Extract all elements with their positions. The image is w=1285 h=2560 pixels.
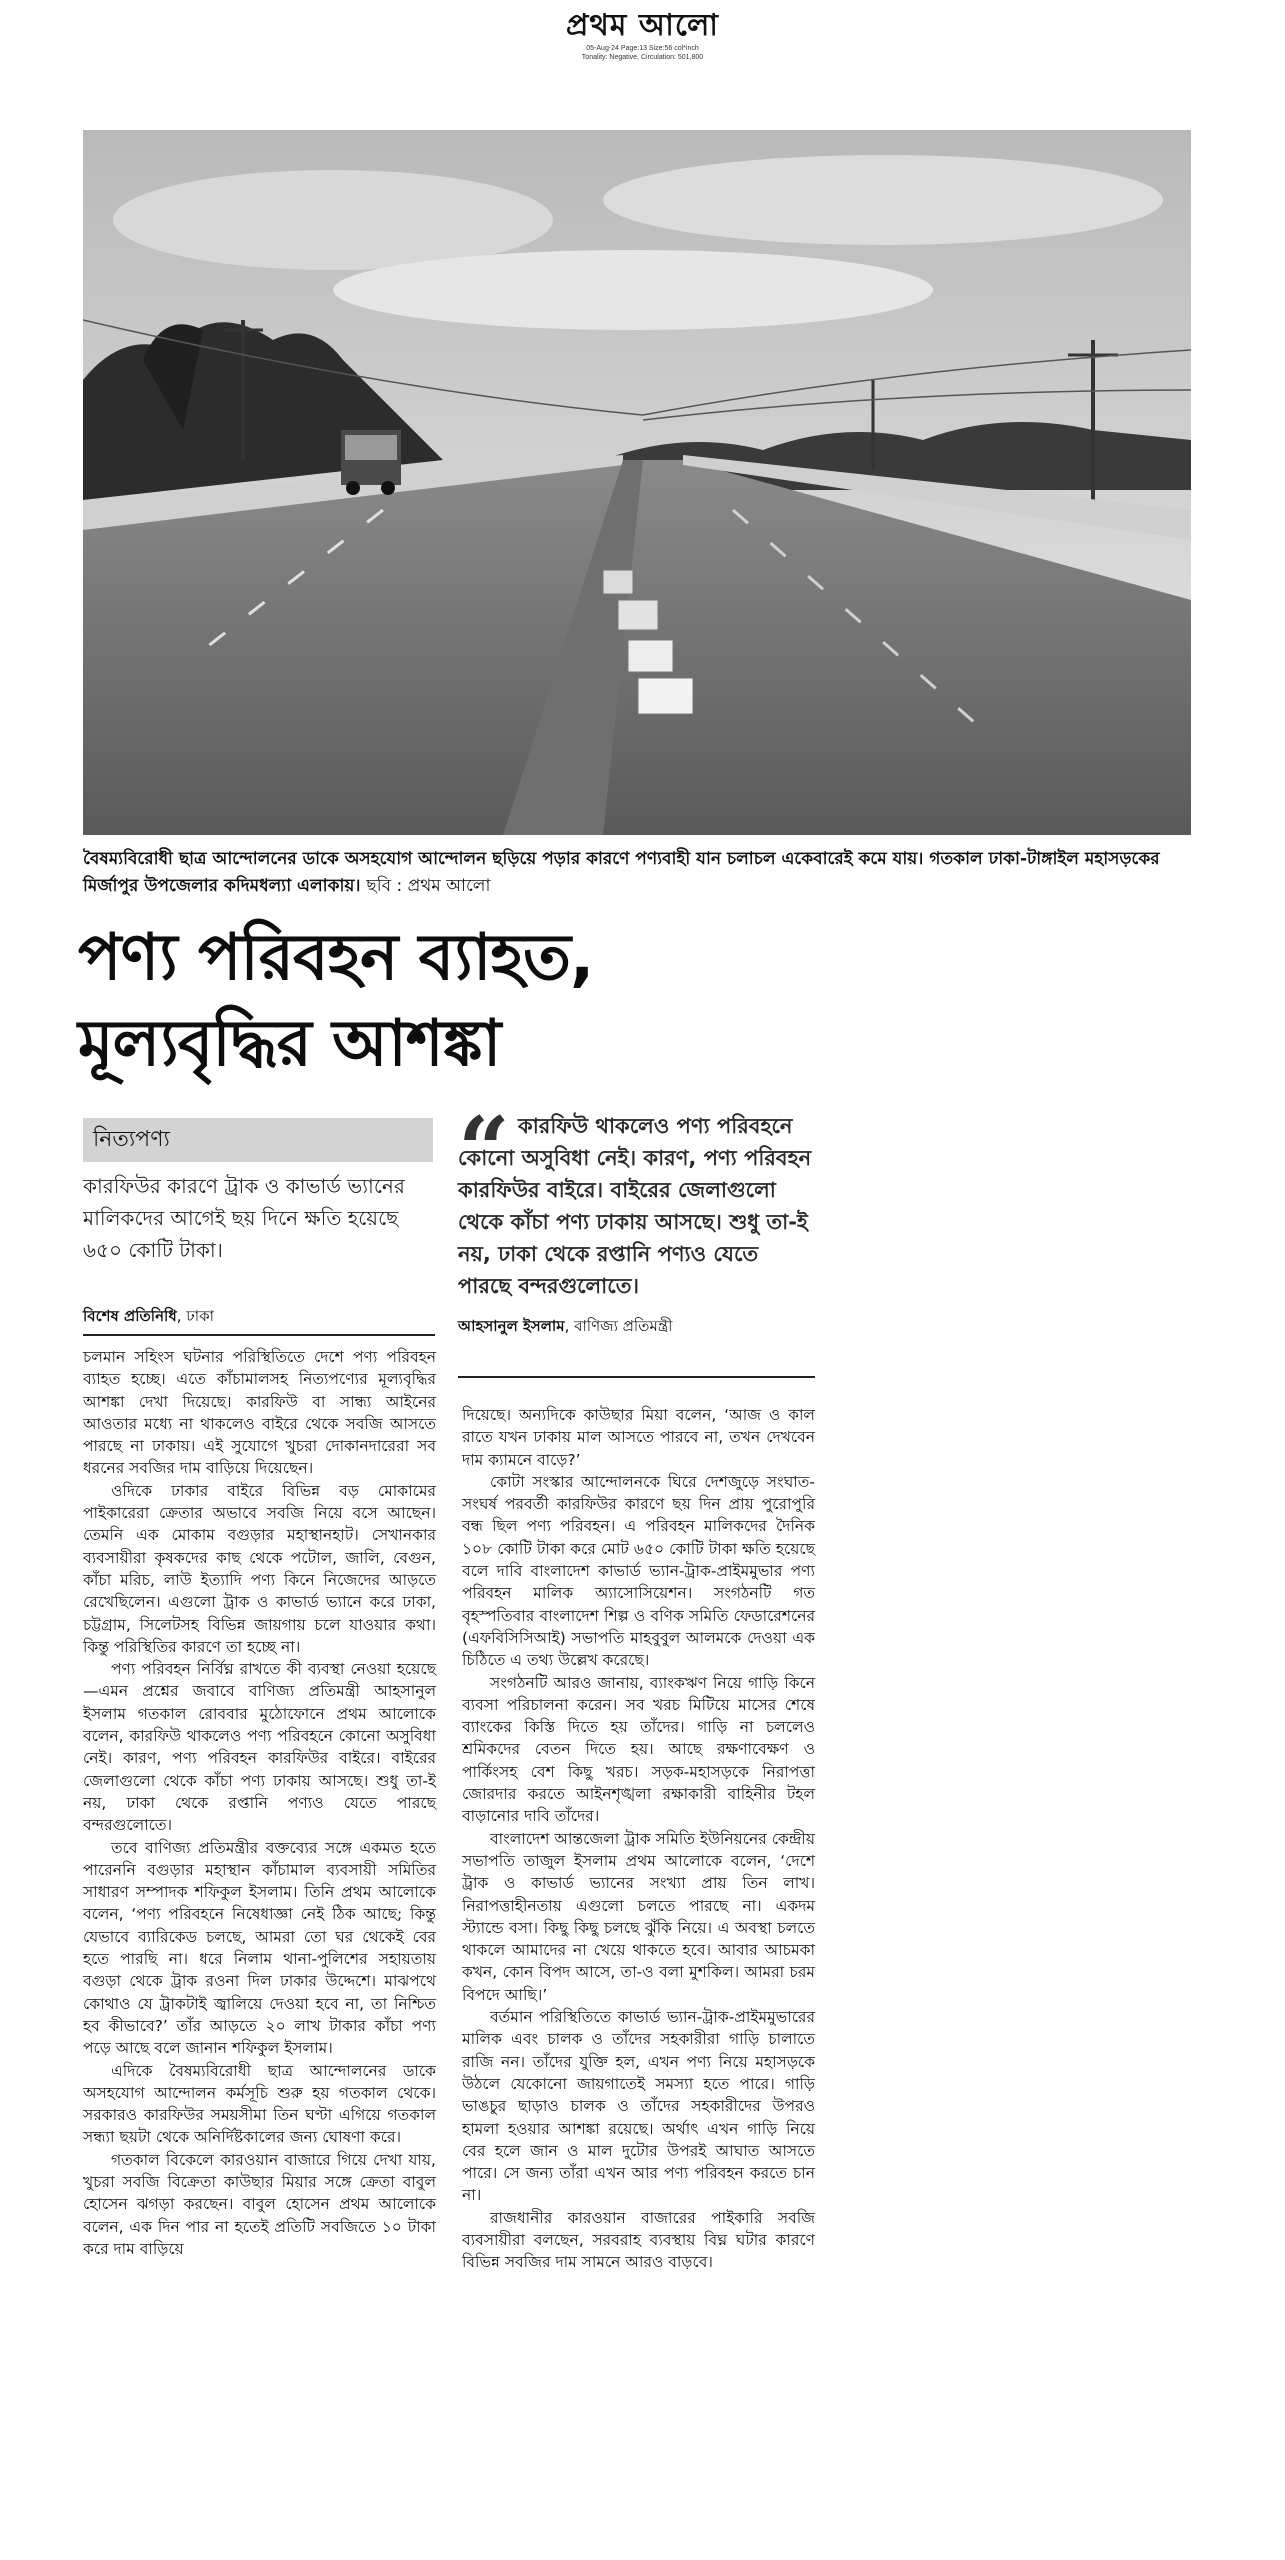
paragraph: গতকাল বিকেলে কারওয়ান বাজারে গিয়ে দেখা যায়, খুচরা সবজি বিক্রেতা কাউছার মিয়ার সঙ্গে ক্রেতা বাবুল হোসেন ঝগড়া করছেন। বাবুল হোসেন প্রথম আলোকে বলেন, এক দিন পার না হতেই প্রতিটি সবজিতে ১০ টাকা করে দাম বাড়িয়ে xyxy=(83,2150,436,2258)
article-column-2 xyxy=(462,1404,815,2274)
article-column-1 xyxy=(83,1346,436,2260)
paragraph: বাংলাদেশ আন্তজেলা ট্রাক সমিতি ইউনিয়নের কেন্দ্রীয় সভাপতি তাজুল ইসলাম প্রথম আলোকে বলেন, ‘দেশে ট্রাক ও কাভার্ড ভ্যানের সংখ্যা প্রায় তিন লাখ। নিরাপত্তাহীনতায় এগুলো চলতে পারছে না। একদম স্ট্যান্ডে বসা। কিছু কিছু চলছে ঝুঁকি নিয়ে। এ অবস্থা চলতে থাকলে আমাদের না খেয়ে থাকতে হবে। আবার আচমকা কখন, কোন বিপদ আসে, তা-ও বলা মুশকিল। আমরা চরম বিপদে আছি।’ xyxy=(462,1829,815,2004)
photo-credit: ছবি : প্রথম আলো xyxy=(366,876,491,896)
pull-quote-attribution xyxy=(458,1316,813,1336)
newspaper-logo: প্রথম আলো xyxy=(565,8,720,43)
paragraph: চলমান সহিংস ঘটনার পরিস্থিতিতে দেশে পণ্য পরিবহন ব্যাহত হচ্ছে। এতে কাঁচামালসহ নিত্যপণ্যের মূল্যবৃদ্ধির আশঙ্কা দেখা দিয়েছে। কারফিউ বা সান্ধ্য আইনের আওতার মধ্যে না থাকলেও বাইরে থেকে সবজি আসতে পারছে না ঢাকায়। এই সুযোগে খুচরা দোকানদারেরা সব ধরনের সবজির দাম বাড়িয়ে দিয়েছেন। xyxy=(83,1348,436,1478)
headline-line-1: পণ্য পরিবহন ব্যাহত, xyxy=(78,921,594,995)
byline xyxy=(83,1306,433,1326)
paragraph: এদিকে বৈষম্যবিরোধী ছাত্র আন্দোলনের ডাকে অসহযোগ আন্দোলন কর্মসূচি শুরু হয় গতকাল থেকে। সরকারও কারফিউর সময়সীমা তিন ঘণ্টা এগিয়ে গতকাল সন্ধ্যা ছয়টা থেকে অনির্দিষ্টকালের জন্য ঘোষণা করে। xyxy=(83,2061,436,2147)
photo-caption xyxy=(83,846,1193,900)
paragraph: সংগঠনটি আরও জানায়, ব্যাংকঋণ নিয়ে গাড়ি কিনে ব্যবসা পরিচালনা করেন। সব খরচ মিটিয়ে মাসের শেষে ব্যাংকের কিস্তি দিতে হয় তাঁদের। গাড়ি না চললেও শ্রমিকদের বেতন দিতে হয়। আছে রক্ষণাবেক্ষণ ও পার্কিংসহ বেশ কিছু খরচ। সড়ক-মহাসড়কে নিরাপত্তা জোরদার করতে আইনশৃঙ্খলা রক্ষাকারী বাহিনীর টহল বাড়ানোর দাবি তাঁদের। xyxy=(462,1673,815,1826)
paragraph: ওদিকে ঢাকার বাইরে বিভিন্ন বড় মোকামের পাইকারেরা ক্রেতার অভাবে সবজি নিয়ে বসে আছেন। তেমনি এক মোকাম বগুড়ার মহাস্থানহাট। সেখানকার ব্যবসায়ীরা কৃষকদের কাছ থেকে পটোল, জালি, বেগুন, কাঁচা মরিচ, লাউ ইত্যাদি পণ্য কিনে নিজেদের আড়তে রেখেছিলেন। এগুলো ট্রাক ও কাভার্ড ভ্যানে করে ঢাকা, চট্টগ্রাম, সিলেটসহ বিভিন্ন জায়গায় চলে যাওয়ার কথা। কিন্তু পরিস্থিতির কারণে তা হচ্ছে না। xyxy=(83,1481,436,1656)
paragraph: বর্তমান পরিস্থিতিতে কাভার্ড ভ্যান-ট্রাক-প্রাইমমুভারের মালিক এবং চালক ও তাঁদের সহকারীরা গাড়ি চালাতে রাজি নন। তাঁদের যুক্তি হল, এখন পণ্য নিয়ে মহাসড়কে উঠলে যেকোনো জায়গাতেই সমস্যা হতে পারে। গাড়ি ভাঙচুর ছাড়াও চালক ও তাঁদের সহকারীদের উপরও হামলা হওয়ার আশঙ্কা রয়েছে। অর্থাৎ এখন গাড়ি নিয়ে বের হলে জান ও মাল দুটোর উপরই আঘাত আসতে পারে। সে জন্য তাঁরা এখন আর পণ্য পরিবহন করতে চান না। xyxy=(462,2008,815,2205)
clipping-meta-line2: Tonality: Negative, Circulation: 501,800 xyxy=(581,54,704,61)
clipping-meta-line1: 05-Aug-24 Page:13 Size:56 col*inch xyxy=(586,45,699,52)
byline-place: , ঢাকা xyxy=(176,1307,214,1325)
quote-mark-icon: “ xyxy=(458,1097,510,1203)
quote-speaker-title: , বাণিজ্য প্রতিমন্ত্রী xyxy=(564,1317,673,1335)
caption-text: বৈষম্যবিরোধী ছাত্র আন্দোলনের ডাকে অসহযোগ আন্দোলন ছড়িয়ে পড়ার কারণে পণ্যবাহী যান চলাচল একেবারেই কমে যায়। গতকাল ঢাকা-টাঙ্গাইল মহাসড়কের মির্জাপুর উপজেলার কদিমধল্যা এলাকায়। xyxy=(83,849,1160,896)
pull-quote-rule xyxy=(458,1376,815,1378)
byline-name: বিশেষ প্রতিনিধি xyxy=(83,1307,177,1325)
masthead xyxy=(0,8,1285,62)
paragraph: কোটা সংস্কার আন্দোলনকে ঘিরে দেশজুড়ে সংঘাত-সংঘর্ষ পরবর্তী কারফিউর কারণে ছয় দিন প্রায় পুরোপুরি বন্ধ ছিল পণ্য পরিবহন। এ পরিবহন মালিকদের দৈনিক ১০৮ কোটি টাকা করে মোট ৬৫০ কোটি টাকা ক্ষতি হয়েছে বলে দাবি বাংলাদেশ কাভার্ড ভ্যান-ট্রাক-প্রাইমমুভার পণ্য পরিবহন মালিক অ্যাসোসিয়েশন। সংগঠনটি গত বৃহস্পতিবার বাংলাদেশ শিল্প ও বণিক সমিতি ফেডারেশনের (এফবিসিসিআই) সভাপতি মাহবুবুল আলমকে দেওয়া এক চিঠিতে এ তথ্য উল্লেখ করেছে। xyxy=(462,1472,815,1670)
pull-quote xyxy=(458,1097,813,1336)
paragraph: দিয়েছে। অন্যদিকে কাউছার মিয়া বলেন, ‘আজ ও কাল রাতে যখন ঢাকায় মাল আসতে পারবে না, তখন দেখবেন দাম ক্যামনে বাড়ে?’ xyxy=(462,1406,815,1469)
section-kicker: নিত্যপণ্য xyxy=(83,1118,433,1162)
paragraph: রাজধানীর কারওয়ান বাজারের পাইকারি সবজি ব্যবসায়ীরা বলছেন, সরবরাহ ব্যবস্থায় বিঘ্ন ঘটার কারণে বিভিন্ন সবজির দাম সামনে আরও বাড়বে। xyxy=(462,2208,815,2272)
highway-photo xyxy=(83,130,1191,835)
paragraph: পণ্য পরিবহন নির্বিঘ্ন রাখতে কী ব্যবস্থা নেওয়া হয়েছে—এমন প্রশ্নের জবাবে বাণিজ্য প্রতিমন্ত্রী আহসানুল ইসলাম গতকাল রোববার মুঠোফোনে প্রথম আলোকে বলেন, কারফিউ থাকলেও পণ্য পরিবহনে কোনো অসুবিধা নেই। কারণ, পণ্য পরিবহন কারফিউর বাইরে। বাইরের জেলাগুলো থেকে কাঁচা পণ্য ঢাকায় আসছে। শুধু তা-ই নয়, ঢাকা থেকে রপ্তানি পণ্যও যেতে পারছে বন্দরগুলোতে। xyxy=(83,1660,436,1835)
byline-rule xyxy=(83,1334,435,1336)
headline-line-2: মূল্যবৃদ্ধির আশঙ্কা xyxy=(78,1007,501,1081)
quote-speaker-name: আহসানুল ইসলাম xyxy=(458,1317,565,1335)
headline xyxy=(78,915,838,1087)
paragraph: তবে বাণিজ্য প্রতিমন্ত্রীর বক্তব্যের সঙ্গে একমত হতে পারেননি বগুড়ার মহাস্থান কাঁচামাল ব্যবসায়ী সমিতির সাধারণ সম্পাদক শফিকুল ইসলাম। তিনি প্রথম আলোকে বলেন, ‘পণ্য পরিবহনে নিষেধাজ্ঞা নেই ঠিক আছে; কিন্তু যেভাবে ব্যারিকেড চলছে, আমরা তো ঘর থেকেই বের হতে পারছি না। ধরে নিলাম থানা-পুলিশের সহায়তায় বগুড়া থেকে ট্রাক রওনা দিল ঢাকার উদ্দেশে। মাঝপথে কোথাও যে ট্রাকটাই জ্বালিয়ে দেওয়া হবে না, তা নিশ্চিত হব কীভাবে?’ তাঁর আড়তে ২০ লাখ টাকার কাঁচা পণ্য পড়ে আছে বলে জানান শফিকুল ইসলাম। xyxy=(83,1838,436,2058)
pull-quote-text: কারফিউ থাকলেও পণ্য পরিবহনে কোনো অসুবিধা নেই। কারণ, পণ্য পরিবহন কারফিউর বাইরে। বাইরের জেলাগুলো থেকে কাঁচা পণ্য ঢাকায় আসছে। শুধু তা-ই নয়, ঢাকা থেকে রপ্তানি পণ্যও যেতে পারছে বন্দরগুলোতে। xyxy=(458,1114,812,1298)
deck-summary: কারফিউর কারণে ট্রাক ও কাভার্ড ভ্যানের মালিকদের আগেই ছয় দিনে ক্ষতি হয়েছে ৬৫০ কোটি টাকা। xyxy=(83,1174,405,1262)
